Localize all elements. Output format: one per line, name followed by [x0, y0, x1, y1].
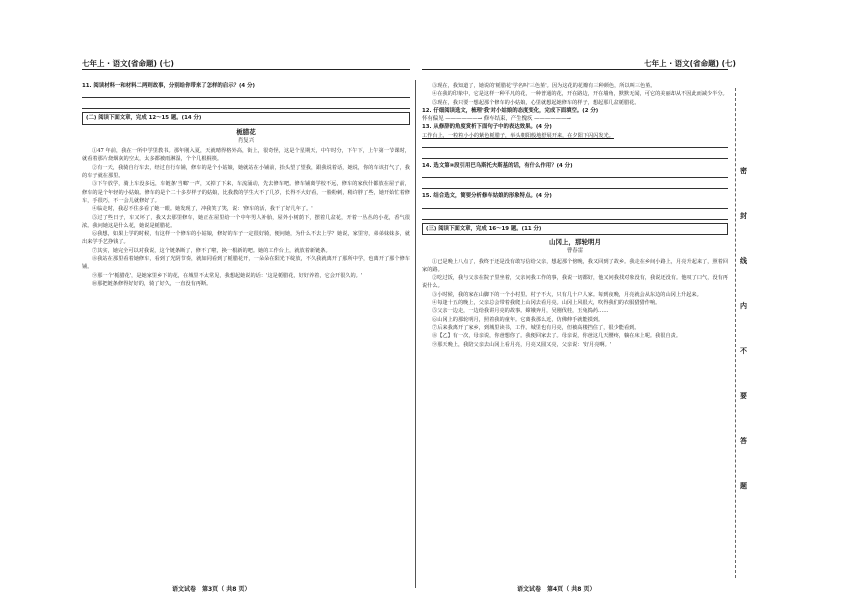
seal-label: 题 — [740, 482, 747, 490]
answer-line[interactable] — [82, 101, 410, 109]
article-title: 栀腊花 — [236, 127, 256, 136]
paragraph: ③下午放学，骑上车没多远，车链条'当啷'一声，又掉了下来，车流涌动，先去修车吧。修车铺离学校不远，修车的家伙什都放在屋子前，修车的是个年轻的小姑娘。修车的是个二十多岁样子的姑娘，比我教的学生大不了几岁，长得不大好看，一脸粉刺，稍许胖了些，她开始忙着修车，手很巧，不一会儿就修好了。 — [82, 181, 410, 204]
header-left: 七年上 · 语文(省命题) (七) — [82, 59, 174, 68]
answer-line[interactable] — [422, 170, 728, 178]
paragraph: ②吃过饭，我与父亲在院子里坐着，父亲问我工作的事，我说一切都好，他又问我找对象没有，我说还没有。他叹了口气，没有再说什么。 — [422, 275, 728, 290]
paragraph: ⑦其实，她完全可以对我说，这个链条断了，修不了啦，换一根新的吧。她的工作台上，就放着新链条。 — [92, 247, 331, 254]
answer-line[interactable] — [422, 181, 728, 189]
article-title-2: 山冈上，那轮明月 — [549, 237, 601, 246]
section-2-heading: (二) 阅读下面文章，完成 12～15 题。(14 分) — [82, 112, 410, 124]
question-13: 13. 从修辞的角度赏析下面句子中的表达效果。(4 分) — [422, 124, 552, 131]
seal-label: 线 — [740, 257, 747, 265]
question-12: 12. 仔细阅读选文，梳理'我'对小姑娘的态度变化，完成下面填空。(2 分) — [422, 107, 599, 114]
answer-line[interactable] — [422, 151, 728, 159]
answer-line[interactable] — [422, 212, 728, 220]
header-rule-right — [422, 69, 728, 70]
section-3-heading: (三) 阅读下面文章，完成 16～19 题。(11 分) — [422, 223, 728, 235]
seal-label: 内 — [740, 302, 747, 310]
paragraph: ④在我的印象中，它是这样一种平凡的花，一种普通的花，开在路边，开在墙角，默默无闻，可它的美丽却从不因此而减少半分。 — [432, 91, 728, 98]
paragraph: ⑤过了些日子，车又坏了，我又去那里修车，她正在屋里给一个中年男人补胎，屋外小树荫下，摆着几盆花，开着一丛丛的小花，香气很浓。我问她这是什么花，她说是栀腊花。 — [82, 214, 410, 229]
paragraph: ⑨那一个'栀腊花'，是她家里乡下的花，在城里不太常见，我想起她说的话：'这是栀腊花，好好养着，它会开很久的。' — [92, 272, 363, 279]
q12-flow: 怀有偏见 ——————→ 修车结束，产生愧疚 ——————→ — [422, 116, 571, 123]
seal-label: 要 — [740, 392, 747, 400]
paragraph: ⑧我站在那里看着她修车，看到了光阴节奏，就如同看到了栀腊花开，一朵朵在阳光下绽放，不久我就离开了那所中学，也离开了那个修车铺。 — [82, 256, 410, 271]
paragraph: ⑨那天晚上，我陪父亲去山冈上看月亮，月亮又圆又亮，父亲说：'好月亮啊。' — [432, 341, 612, 348]
q13-sentence: 工作台上，一粒粒小小的紫色栀腊子，举头朝阳般地舒展开来，在夕阳下闪闪发光。 — [422, 132, 614, 139]
paragraph: ⑤父亲一边走，一边给我讲月亮的故事。嫦娥奔月，吴刚伐桂，玉兔捣药…… — [432, 308, 609, 315]
question-11: 11. 阅读材料一和材料二两则故事，分别给你带来了怎样的启示？(4 分) — [82, 83, 255, 89]
paragraph: ⑥我想，如果上学的时候，有这样一个修车的小姑娘，修好的车子一定很好骑，便问她，为什么不去上学？她说，家里穷，弟弟妹妹多，就出来学手艺挣钱了。 — [82, 231, 410, 246]
right-column — [422, 82, 728, 349]
article-author: 肖复兴 — [237, 137, 255, 144]
paragraph: ④临走时，我忍不住多看了她一眼。她发现了，冲我笑了笑，说：'修车的活，我干了好几年了。' — [92, 206, 313, 213]
seal-label: 封 — [740, 212, 747, 220]
left-column — [82, 82, 410, 288]
column-divider — [415, 80, 416, 588]
paragraph: ⑩那把链条修得好好的，骑了好久，一直没有再断。 — [92, 280, 212, 287]
paragraph: ①47 年前，我在一所中学里教书。那年刚入夏，天就晴得格外高，街上，很奇怪，这是个星期天，中午时分，下午下，上午第一节课时，就看着那片烧烟灰的空太，太多都被雨淋湿，个个几根棍筷。 — [82, 148, 410, 163]
paragraph: ①已是晚上八点了，我终于还是没有敢写信给父亲，想起那个傍晚，我又回到了故乡。我走在乡间小路上，月亮升起来了，照着回家的路。 — [422, 258, 728, 273]
paragraph: ⑦后来我离开了家乡，到城里读书，工作。城里也有月亮，但被高楼挡住了，很少能看到。 — [432, 324, 640, 331]
paragraph: ②有一天，我骑自行车去，经过自行车铺，修车的是个小姑娘，她就站在小铺前，抬头望了望我，跟我说着话，她说，你的车该打气了，我的车子就在那里。 — [82, 164, 410, 180]
article-author-2: 曹春雷 — [566, 248, 584, 255]
paragraph: ④每逢十五的晚上，父亲总会带着我爬上山冈去看月亮。山冈上风很大，吹得我们的衣服猎猎作响。 — [432, 300, 661, 307]
header-rule-left — [82, 69, 410, 70]
question-14: 14. 选文第⑩段引用巴乌斯托夫斯基的话，有什么作用？(4 分) — [422, 163, 573, 170]
answer-line[interactable] — [82, 90, 410, 98]
footer-left: 语文试卷 第3页（ 共8 页） — [172, 586, 251, 593]
question-15: 15. 结合选文，简要分析修车姑娘的形象特点。(4 分) — [422, 193, 552, 200]
seal-label: 密 — [740, 167, 747, 175]
paragraph: ⑤现在，我只要一想起那个修车的小姑娘，心里就想起她修车的样子，想起那几盆栀腊花。 — [432, 99, 640, 106]
seal-label: 答 — [740, 437, 747, 445]
answer-line[interactable] — [422, 140, 728, 148]
seal-line — [735, 88, 736, 578]
exam-sheet — [62, 58, 798, 598]
paragraph: ③小时候，我的家在山脚下的一个小村里。村子不大，只有几十户人家。每到夜晚，月亮就会从东边的山冈上升起来。 — [432, 291, 702, 298]
seal-label: 不 — [740, 347, 747, 355]
paragraph: ⑧【乙】有一次，母亲说，你爸想你了。我便回家去了。母亲说，你爸这几天腰疼，躺在床上呢。我很自责。 — [432, 333, 682, 340]
header-right: 七年上 · 语文(省命题) (七) — [644, 59, 736, 68]
paragraph: ⑥山冈上的那轮明月，照着我的童年。它离我那么近，仿佛伸手就能摸到。 — [432, 316, 604, 323]
paragraph: ③现在，我知道了，她说的'栀腊花'学名叫'三色堇'。因为这花的花瓣有三种颜色，所以叫三色堇。 — [432, 83, 656, 89]
answer-line[interactable] — [422, 201, 728, 209]
footer-right: 语文试卷 第4页（ 共8 页） — [517, 586, 596, 593]
